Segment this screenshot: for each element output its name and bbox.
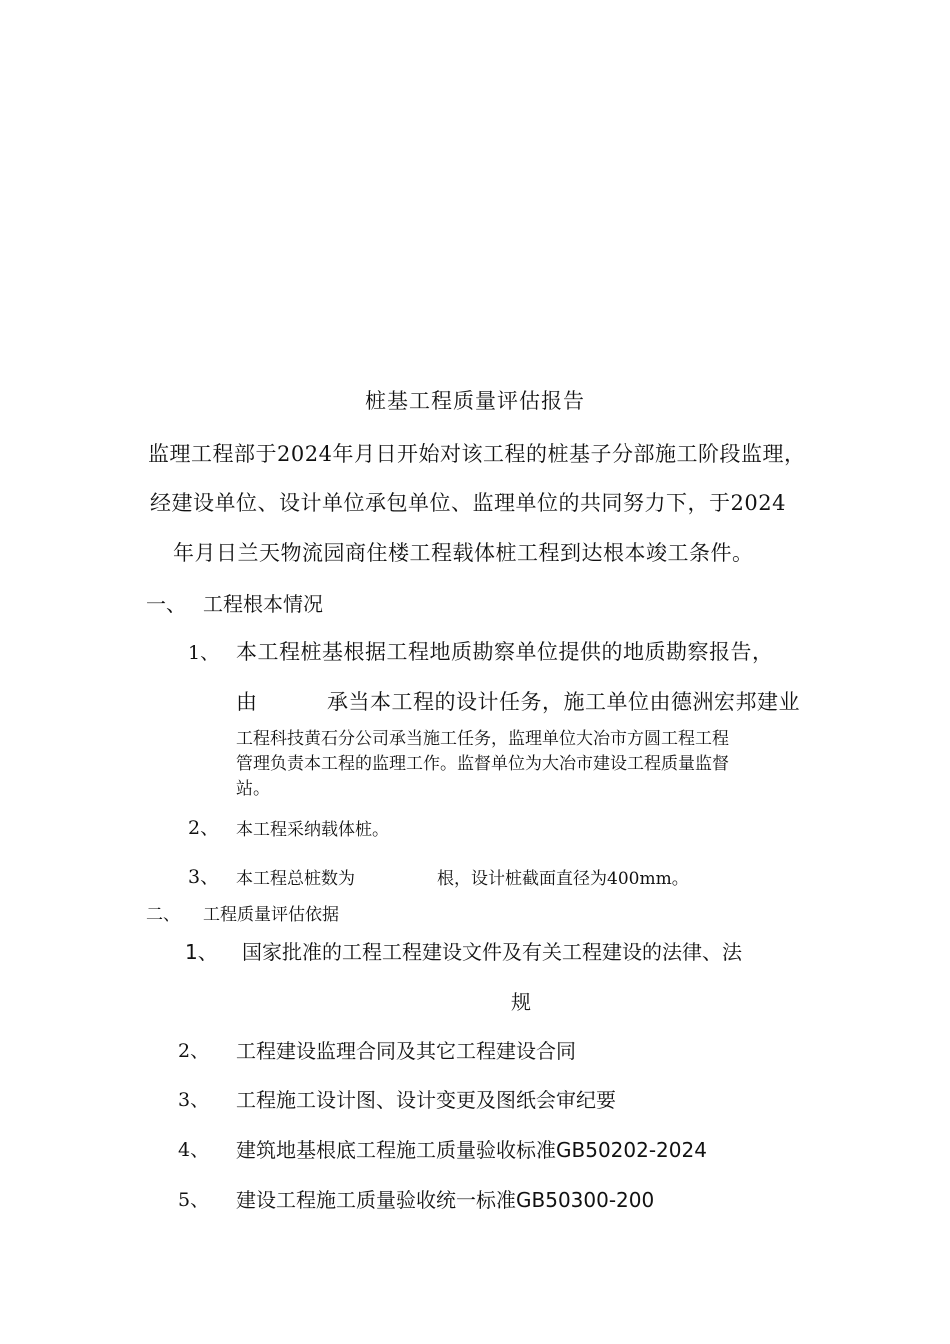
s2-item-2-number: 2、 — [178, 1040, 210, 1062]
s1-item-1-text: 本工程桩基根据工程地质勘察单位提供的地质勘察报告， — [236, 640, 774, 664]
s2-item-4-text: 建筑地基根底工程施工质量验收标准GB50202-2024 — [236, 1138, 707, 1162]
s1-item-1-number: 1、 — [188, 642, 220, 664]
s1-item-1-cont-3: 管理负责本工程的监理工作。监督单位为大冶市建设工程质量监督 — [236, 754, 729, 774]
s1-item-1-cont-2: 工程科技黄石分公司承当施工任务，监理单位大冶市方圆工程工程 — [236, 729, 729, 749]
s2-item-5-text: 建设工程施工质量验收统一标准GB50300-200 — [236, 1188, 655, 1212]
section-1-number: 一、 — [146, 592, 186, 616]
s2-item-1-text: 国家批准的工程工程建设文件及有关工程建设的法律、法 — [242, 940, 742, 964]
section-1-heading: 工程根本情况 — [203, 592, 323, 616]
intro-line-3: 年月日兰天物流园商住楼工程载体桩工程到达根本竣工条件。 — [173, 541, 754, 565]
section-2-number: 二、 — [146, 905, 180, 925]
s2-item-3-number: 3、 — [178, 1089, 210, 1111]
s2-item-3-text: 工程施工设计图、设计变更及图纸会审纪要 — [236, 1088, 616, 1112]
s1-item-1-cont-4: 站。 — [236, 779, 270, 799]
section-2-heading: 工程质量评估依据 — [203, 905, 339, 925]
s2-item-5-number: 5、 — [178, 1189, 210, 1211]
s1-item-1-cont-b: 承当本工程的设计任务，施工单位由德洲宏邦建业 — [327, 690, 800, 714]
s2-item-1-number: 1、 — [185, 940, 218, 964]
s1-item-3-text-b: 根，设计桩截面直径为400mm。 — [437, 869, 689, 889]
document-title: 桩基工程质量评估报告 — [365, 389, 585, 413]
s1-item-2-text: 本工程采纳载体桩。 — [236, 820, 389, 840]
intro-line-1: 监理工程部于2024年月日开始对该工程的桩基子分部施工阶段监理， — [148, 442, 806, 466]
s2-item-4-number: 4、 — [178, 1139, 210, 1161]
s1-item-2-number: 2、 — [188, 817, 220, 839]
intro-line-2: 经建设单位、设计单位承包单位、监理单位的共同努力下，于2024 — [150, 491, 786, 515]
s2-item-1-cont: 规 — [511, 990, 531, 1014]
s1-item-3-text-a: 本工程总桩数为 — [236, 869, 355, 889]
s2-item-2-text: 工程建设监理合同及其它工程建设合同 — [236, 1039, 576, 1063]
s1-item-3-number: 3、 — [188, 866, 220, 888]
s1-item-1-cont-a: 由 — [236, 690, 258, 714]
